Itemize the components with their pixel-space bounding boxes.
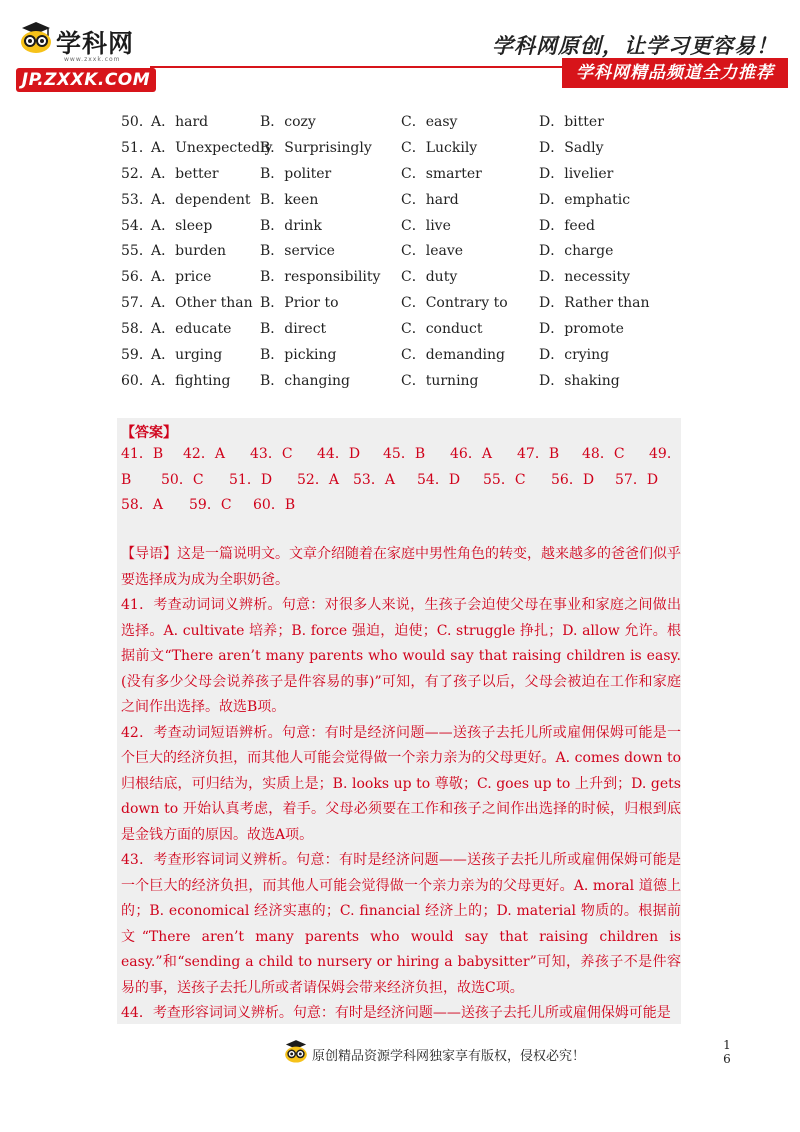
answer-item: 47．B [517,446,560,462]
answer-item: 55．C [483,471,526,488]
option-b: B．cozy [260,114,316,130]
option-b: B．direct [260,321,327,338]
option-a: A．price [151,269,212,286]
option-a: A．hard [151,114,209,130]
question-number: 53． [121,191,153,208]
answer-item: 50．C [161,471,204,488]
option-a: A．urging [151,347,223,364]
owl-mascot-icon [283,1036,309,1066]
option-c: C．hard [401,191,459,208]
option-b: B．drink [260,217,322,234]
answer-item: 48．C [582,446,625,462]
option-a: A．educate [151,321,232,338]
site-badge[interactable]: JP.ZXXK.COM [16,68,156,92]
explanation-q43: 43．考查形容词词义辨析。句意：有时是经济问题——送孩子去托儿所或雇佣保姆可能是一个巨大的经济负担，而其他人可能会觉得做一个亲力亲为的父母更好。A. moral 道德上的；B. economical 经济实惠的；C. financial 经济上的；D. material 物质的。根据前文“There aren’t many parents who would say that raising children is easy.”和“sending a child to nursery or hiring a babysitter”可知，养孩子不是件容易的事，送孩子去托儿所或者请保姆会带来经济负担，故选C项。 [121,852,681,996]
answer-line [121,493,681,519]
answer-line [121,442,681,468]
question-row [121,265,681,291]
option-c: C．Contrary to [401,295,508,312]
answer-key [121,442,681,519]
option-d: D．necessity [539,269,631,286]
option-c: C．duty [401,269,458,286]
answer-line [121,468,681,494]
answer-item: 52．A [297,471,339,488]
option-c: C．leave [401,243,464,260]
option-c: C．easy [401,114,458,130]
page-number [720,1038,734,1066]
answer-item: 51．D [229,471,273,488]
option-d: D．Rather than [539,295,650,312]
answer-item: B [121,471,132,488]
answer-item: 44．D [317,446,361,462]
answer-item: 53．A [353,471,395,488]
question-number: 57． [121,295,153,312]
option-b: B．changing [260,372,350,389]
answer-item: 60．B [253,497,296,513]
question-row [121,317,681,343]
option-d: D．livelier [539,165,614,182]
option-c: C．live [401,217,451,234]
option-b: B．Prior to [260,295,339,312]
option-a: A．sleep [151,217,213,234]
logo-url: www.zxxk.com [64,56,121,63]
option-d: D．emphatic [539,191,631,208]
site-logo[interactable] [8,18,158,96]
answer-item: 57．D [615,471,659,488]
header-divider [150,66,562,68]
copyright-notice: 原创精品资源学科网独家享有版权，侵权必究！ [312,1049,586,1064]
question-row [121,136,681,162]
option-d: D．charge [539,243,614,260]
page-header [0,0,800,100]
option-c: C．demanding [401,347,506,364]
promo-banner: 学科网精品频道全力推荐 [562,58,788,88]
question-row [121,162,681,188]
question-number: 54． [121,217,153,234]
header-slogan: 学科网原创，让学习更容易！ [492,33,778,58]
option-d: D．bitter [539,114,604,130]
option-d: D．shaking [539,372,620,389]
answer-item: 42．A [183,446,225,462]
explanation-q44: 44．考查形容词词义辨析。句意：有时是经济问题——送孩子去托儿所或雇佣保姆可能是 [121,1005,671,1021]
option-b: B．service [260,243,335,260]
answer-item: 59．C [189,497,232,513]
page-number-current: 1 [723,1038,731,1052]
option-a: A．Other than [151,295,253,312]
logo-text: 学科网 [56,29,135,58]
question-row [121,343,681,369]
answer-title: 【答案】 [121,425,177,441]
answer-item: 43．C [250,446,293,462]
answer-item: 58．A [121,497,163,513]
option-a: A．better [151,165,219,182]
page-number-total: 6 [723,1052,731,1066]
option-b: B．responsibility [260,269,381,286]
question-number: 60． [121,372,153,389]
option-d: D．crying [539,347,610,364]
question-number: 59． [121,347,153,364]
answer-item: 49． [649,446,681,462]
option-d: D．Sadly [539,139,604,156]
option-c: C．smarter [401,165,482,182]
answer-item: 41．B [121,446,164,462]
option-b: B．keen [260,191,319,208]
option-c: C．conduct [401,321,483,338]
question-number: 51． [121,139,153,156]
answer-item: 46．A [450,446,492,462]
answer-item: 56．D [551,471,595,488]
owl-mascot-icon [18,20,54,54]
question-row [121,110,681,136]
question-row [121,291,681,317]
explanation-q42: 42．考查动词短语辨析。句意：有时是经济问题——送孩子去托儿所或雇佣保姆可能是一个巨大的经济负担，而其他人可能会觉得做一个亲力亲为的父母更好。A. comes down to 归根结底，可归结为，实质上是；B. looks up to 尊敬；C. goes up to 上升到；D. gets down to 开始认真考虑，着手。父母必须要在工作和孩子之间作出选择的时候，归根到底是金钱方面的原因。故选A项。 [121,724,681,843]
question-row [121,239,681,265]
option-a: A．dependent [151,191,251,208]
option-d: D．promote [539,321,624,338]
option-c: C．turning [401,372,479,389]
question-number: 56． [121,269,153,286]
question-number: 58． [121,321,153,338]
question-row [121,188,681,214]
question-row [121,214,681,240]
question-row [121,369,681,395]
explanation-q41: 41．考查动词词义辨析。句意：对很多人来说，生孩子会迫使父母在事业和家庭之间做出选择。A. cultivate 培养；B. force 强迫，迫使；C. struggle 挣扎；D. allow 允许。根据前文“There aren’t many parents who would say that raising children is easy.(没有多少父母会说养孩子是件容易的事)”可知，有了孩子以后，父母会被迫在工作和家庭之间作出选择。故选B项。 [121,597,681,715]
option-a: A．fighting [151,372,231,389]
option-a: A．Unexpectedly [151,139,273,156]
answer-item: 45．B [383,446,426,462]
explanation [121,542,681,1027]
question-options-list [121,110,681,395]
option-c: C．Luckily [401,139,478,156]
answer-item: 54．D [417,471,461,488]
question-number: 50． [121,114,153,130]
option-b: B．Surprisingly [260,139,372,156]
option-b: B．politer [260,165,332,182]
explanation-intro: 【导语】这是一篇说明文。文章介绍随着在家庭中男性角色的转变，越来越多的爸爸们似乎要选择成为成为全职奶爸。 [121,546,681,588]
question-number: 55． [121,243,153,260]
option-d: D．feed [539,217,595,234]
option-b: B．picking [260,347,337,364]
question-number: 52． [121,165,153,182]
option-a: A．burden [151,243,227,260]
